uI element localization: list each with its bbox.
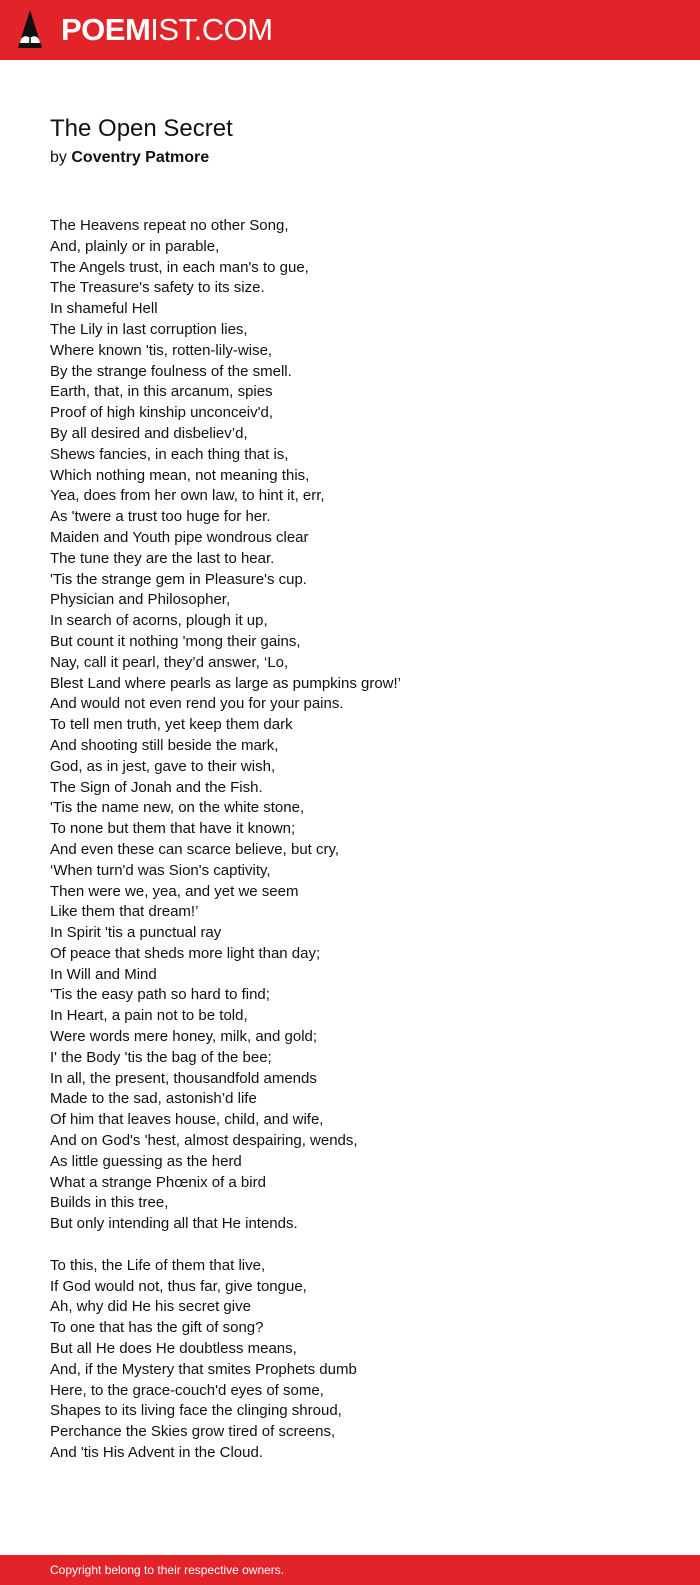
poem-line: Like them that dream!’ — [50, 903, 199, 921]
copyright-notice: Copyright belong to their respective owners. — [50, 1563, 285, 1577]
poem-line: The Lily in last corruption lies, — [50, 320, 248, 338]
poem-line: The Heavens repeat no other Song, — [50, 217, 289, 234]
poem-line: The Sign of Jonah and the Fish. — [50, 778, 263, 796]
poem-line: Earth, that, in this arcanum, spies — [50, 383, 273, 401]
poem-line: To this, the Life of them that live, — [50, 1256, 266, 1274]
poem-line: And 'tis His Advent in the Cloud. — [50, 1444, 263, 1462]
poem-line: And, if the Mystery that smites Prophets dumb — [50, 1360, 357, 1378]
poem-line: In Heart, a pain not to be told, — [50, 1007, 248, 1025]
poem-line: In Will and Mind — [50, 965, 157, 983]
site-logo[interactable] — [61, 11, 273, 49]
poem-line: In shameful Hell — [50, 300, 158, 318]
poem-line: Made to the sad, astonish’d life — [50, 1090, 257, 1108]
poem-line: If God would not, thus far, give tongue, — [50, 1277, 307, 1295]
poem-line: But count it nothing 'mong their gains, — [50, 632, 301, 650]
poem-line: Here, to the grace-couch'd eyes of some, — [50, 1381, 324, 1399]
site-footer — [0, 1555, 700, 1585]
poem-line: Yea, does from her own law, to hint it, err, — [50, 487, 325, 505]
poem-line: Of peace that sheds more light than day; — [50, 944, 321, 962]
poem-title: The Open Secret — [50, 115, 233, 142]
poem-line: And would not even rend you for your pains. — [50, 695, 344, 713]
poem-stanza — [50, 1256, 670, 1464]
poem-line: What a strange Phœnix of a bird — [50, 1173, 266, 1191]
poem-line: Builds in this tree, — [50, 1194, 169, 1212]
poem-line: And, plainly or in parable, — [50, 237, 220, 255]
poem-line: Were words mere honey, milk, and gold; — [50, 1028, 318, 1046]
author-name[interactable]: Coventry Patmore — [71, 149, 210, 166]
poem-byline — [50, 147, 209, 169]
poem-line: I' the Body 'tis the bag of the bee; — [50, 1048, 272, 1066]
poem-line: And on God's 'hest, almost despairing, wends, — [50, 1132, 358, 1150]
poem-line: Shews fancies, in each thing that is, — [50, 445, 289, 463]
poem-line: Shapes to its living face the clinging shroud, — [50, 1402, 342, 1420]
poem-line: By all desired and disbeliev’d, — [50, 424, 248, 442]
poem-line: The Angels trust, in each man's to gue, — [50, 258, 309, 276]
poem-stanza — [50, 216, 670, 1235]
poem-line: Blest Land where pearls as large as pumpkins grow!’ — [50, 674, 402, 692]
poem-line: But only intending all that He intends. — [50, 1215, 298, 1233]
poem-line: Perchance the Skies grow tired of screens, — [50, 1423, 336, 1441]
poem-line: As little guessing as the herd — [50, 1152, 242, 1170]
logo-bold-text: POEM — [61, 12, 151, 47]
poem-line: The Treasure's safety to its size. — [50, 279, 265, 297]
poem-body — [50, 216, 670, 1464]
poem-line: In search of acorns, plough it up, — [50, 612, 268, 630]
poem-line: Ah, why did He his secret give — [50, 1298, 251, 1316]
poem-line: Maiden and Youth pipe wondrous clear — [50, 528, 309, 546]
poem-line: 'Tis the strange gem in Pleasure's cup. — [50, 570, 307, 588]
poem-line: Proof of high kinship unconceiv'd, — [50, 404, 274, 422]
poem-line: Of him that leaves house, child, and wife, — [50, 1111, 324, 1129]
pencil-tip-icon[interactable] — [18, 10, 42, 50]
poem-line: In all, the present, thousandfold amends — [50, 1069, 317, 1087]
logo-light-text: IST.COM — [150, 12, 273, 47]
poem-line: Which nothing mean, not meaning this, — [50, 466, 310, 484]
poem-line: And shooting still beside the mark, — [50, 736, 279, 754]
poem-line: In Spirit 'tis a punctual ray — [50, 924, 222, 942]
poem-line: Nay, call it pearl, they’d answer, ‘Lo, — [50, 653, 289, 671]
poem-line: To tell men truth, yet keep them dark — [50, 716, 293, 734]
poem-line: Then were we, yea, and yet we seem — [50, 882, 299, 900]
poem-line: By the strange foulness of the smell. — [50, 362, 292, 380]
poem-line: As 'twere a trust too huge for her. — [50, 508, 271, 526]
poem-line: The tune they are the last to hear. — [50, 549, 275, 567]
poem-line: God, as in jest, gave to their wish, — [50, 757, 276, 775]
poem-line: ‘When turn'd was Sion's captivity, — [50, 861, 271, 879]
poem-line: 'Tis the easy path so hard to find; — [50, 986, 270, 1004]
poem-line: But all He does He doubtless means, — [50, 1340, 297, 1358]
poem-line: To one that has the gift of song? — [50, 1319, 264, 1337]
poem-line: Physician and Philosopher, — [50, 591, 231, 609]
poem-line: To none but them that have it known; — [50, 820, 296, 838]
site-header — [0, 0, 700, 60]
poem-line: And even these can scarce believe, but cry, — [50, 840, 340, 858]
by-label: by — [50, 149, 67, 166]
poem-line: 'Tis the name new, on the white stone, — [50, 799, 305, 817]
poem-line: Where known 'tis, rotten-lily-wise, — [50, 341, 273, 359]
